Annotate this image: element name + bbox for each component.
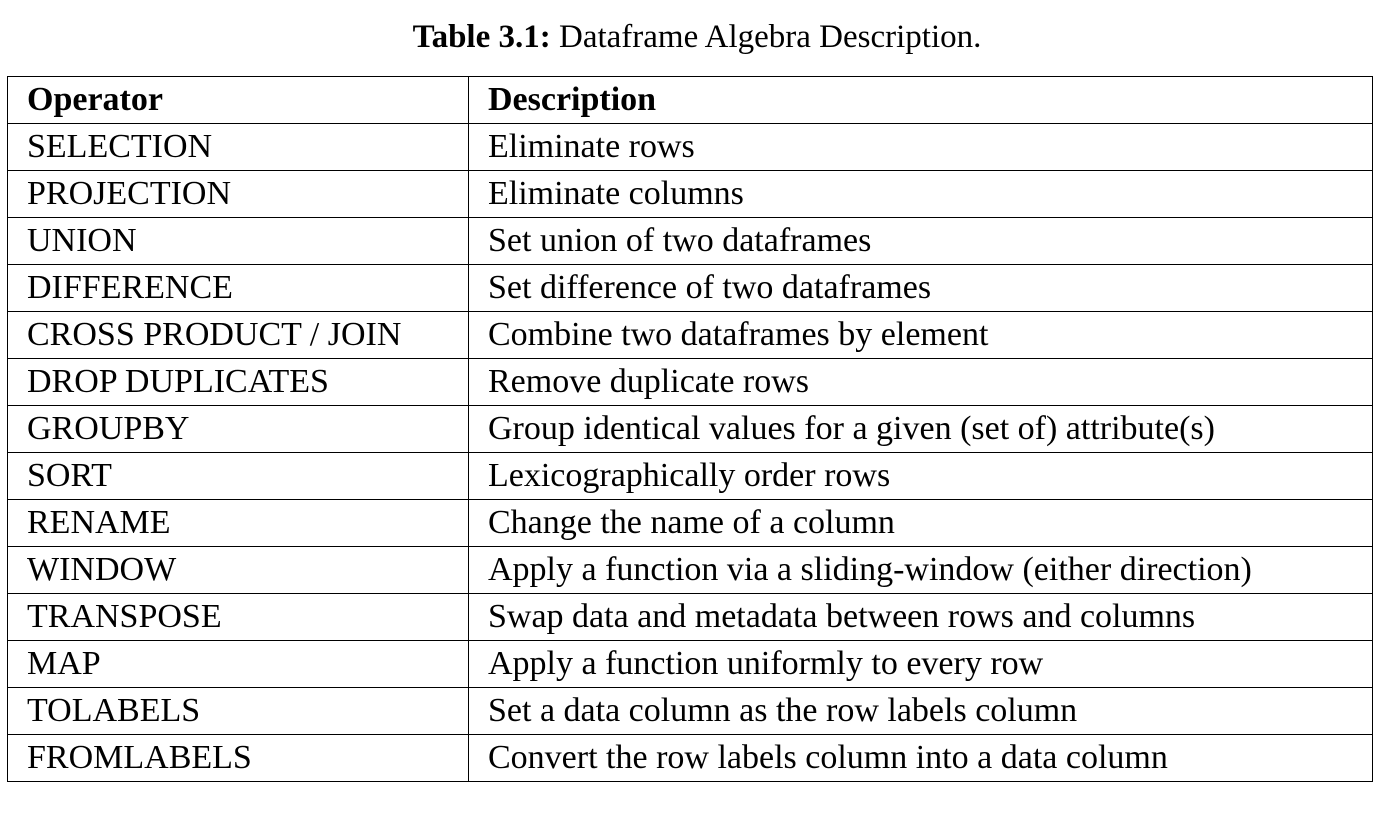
- description-cell: Remove duplicate rows: [469, 359, 1373, 406]
- operator-cell: UNION: [8, 218, 469, 265]
- header-operator: Operator: [8, 77, 469, 124]
- table-row: [8, 312, 1373, 359]
- operator-cell: FROMLABELS: [8, 735, 469, 782]
- table-row: [8, 265, 1373, 312]
- table-row: [8, 594, 1373, 641]
- table-header-row: [8, 77, 1373, 124]
- table-row: [8, 406, 1373, 453]
- operator-cell: DIFFERENCE: [8, 265, 469, 312]
- table-caption: [0, 16, 1394, 58]
- operator-cell: WINDOW: [8, 547, 469, 594]
- operator-cell: SORT: [8, 453, 469, 500]
- table-row: [8, 547, 1373, 594]
- description-cell: Group identical values for a given (set of) attribute(s): [469, 406, 1373, 453]
- description-cell: Eliminate columns: [469, 171, 1373, 218]
- operator-cell: PROJECTION: [8, 171, 469, 218]
- table-row: [8, 500, 1373, 547]
- description-cell: Set a data column as the row labels column: [469, 688, 1373, 735]
- header-description: Description: [469, 77, 1373, 124]
- table-row: [8, 171, 1373, 218]
- caption-text: Dataframe Algebra Description.: [558, 19, 982, 55]
- description-cell: Apply a function via a sliding-window (either direction): [469, 547, 1373, 594]
- description-cell: Set union of two dataframes: [469, 218, 1373, 265]
- description-cell: Apply a function uniformly to every row: [469, 641, 1373, 688]
- operator-cell: GROUPBY: [8, 406, 469, 453]
- dataframe-algebra-table: [7, 76, 1373, 782]
- table-row: [8, 124, 1373, 171]
- caption-label: Table 3.1:: [412, 19, 551, 55]
- description-cell: Combine two dataframes by element: [469, 312, 1373, 359]
- operator-cell: CROSS PRODUCT / JOIN: [8, 312, 469, 359]
- operator-cell: TRANSPOSE: [8, 594, 469, 641]
- table-row: [8, 688, 1373, 735]
- table-row: [8, 641, 1373, 688]
- operator-cell: DROP DUPLICATES: [8, 359, 469, 406]
- operator-cell: SELECTION: [8, 124, 469, 171]
- table-row: [8, 735, 1373, 782]
- description-cell: Convert the row labels column into a data column: [469, 735, 1373, 782]
- description-cell: Swap data and metadata between rows and columns: [469, 594, 1373, 641]
- operator-cell: TOLABELS: [8, 688, 469, 735]
- operator-cell: RENAME: [8, 500, 469, 547]
- table-row: [8, 453, 1373, 500]
- description-cell: Lexicographically order rows: [469, 453, 1373, 500]
- table-row: [8, 359, 1373, 406]
- description-cell: Change the name of a column: [469, 500, 1373, 547]
- table-row: [8, 218, 1373, 265]
- description-cell: Set difference of two dataframes: [469, 265, 1373, 312]
- description-cell: Eliminate rows: [469, 124, 1373, 171]
- operator-cell: MAP: [8, 641, 469, 688]
